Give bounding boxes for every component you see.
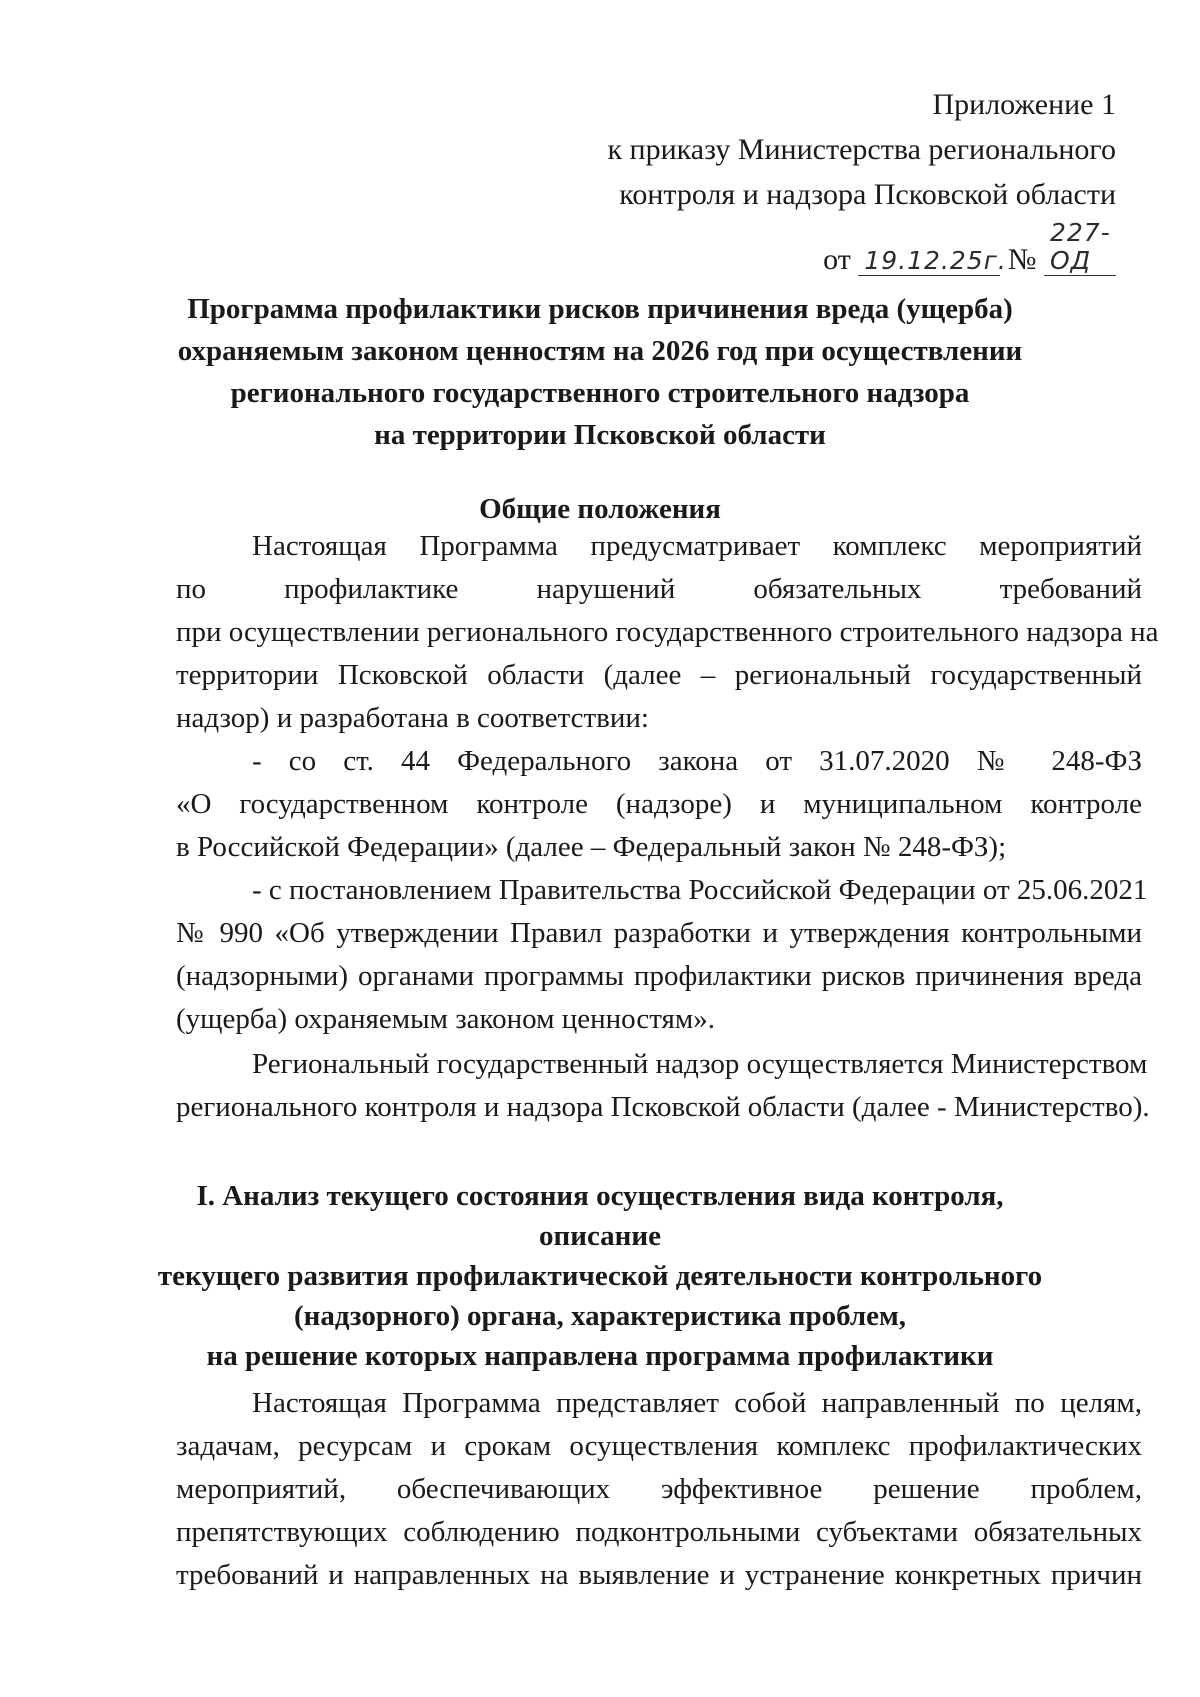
general-paragraph-3 bbox=[176, 869, 1148, 1041]
text-line: Настоящая Программа представляет собой направленный по целям, bbox=[252, 1387, 1142, 1419]
text-line: по профилактике нарушений обязательных требований bbox=[176, 573, 1142, 605]
text-line: в Российской Федерации» (далее – Федеральный закон № 248-ФЗ); bbox=[176, 831, 1007, 863]
text-line: № 990 «Об утверждении Правил разработки и утверждения контрольными bbox=[176, 917, 1142, 949]
title-line: охраняемым законом ценностям на 2026 год при осуществлении bbox=[177, 335, 1023, 367]
heading-line: на решение которых направлена программа профилактики bbox=[206, 1340, 994, 1372]
text-line: Региональный государственный надзор осуществляется Министерством bbox=[252, 1048, 1148, 1080]
title-line: регионального государственного строительного надзора bbox=[230, 377, 970, 409]
annex-order-ref: к приказу Министерства регионального bbox=[607, 133, 1116, 166]
text-line: «О государственном контроле (надзоре) и муниципальном контроле bbox=[176, 788, 1142, 820]
text-line: территории Псковской области (далее – региональный государственный bbox=[176, 659, 1142, 691]
title-line: на территории Псковской области bbox=[374, 419, 826, 451]
text-line: (надзорными) органами программы профилактики рисков причинения вреда bbox=[176, 960, 1142, 992]
heading-text: Общие положения bbox=[479, 493, 721, 525]
title-line: Программа профилактики рисков причинения вреда (ущерба) bbox=[187, 293, 1013, 325]
text-line: требований и направленных на выявление и устранение конкретных причин bbox=[176, 1559, 1142, 1591]
text-line: задачам, ресурсам и срокам осуществления комплекс профилактических bbox=[176, 1430, 1142, 1462]
text-line: препятствующих соблюдению подконтрольными субъектами обязательных bbox=[176, 1516, 1142, 1548]
section-1-heading bbox=[150, 1176, 1050, 1376]
section-1-paragraph-1 bbox=[176, 1382, 1142, 1597]
number-sign: № bbox=[1007, 243, 1037, 276]
text-line: регионального контроля и надзора Псковской области (далее - Министерство). bbox=[176, 1091, 1150, 1123]
date-prefix: от bbox=[823, 243, 851, 276]
heading-line: текущего развития профилактической деятельности контрольного bbox=[157, 1260, 1043, 1292]
general-paragraph-1 bbox=[176, 525, 1159, 740]
handwritten-number: 227-ОД bbox=[1044, 219, 1116, 276]
text-line: мероприятий, обеспечивающих эффективное решение проблем, bbox=[176, 1473, 1142, 1505]
text-line: при осуществлении регионального государственного строительного надзора на bbox=[176, 616, 1159, 648]
handwritten-date: 19.12.25г. bbox=[858, 247, 1000, 276]
annex-block bbox=[516, 82, 1116, 282]
document-title bbox=[150, 288, 1050, 456]
heading-line: I. Анализ текущего состояния осуществления вида контроля, описание bbox=[196, 1180, 1004, 1252]
text-line: - с постановлением Правительства Российской Федерации от 25.06.2021 bbox=[252, 874, 1148, 906]
text-line: Настоящая Программа предусматривает комплекс мероприятий bbox=[252, 530, 1142, 562]
annex-ministry: контроля и надзора Псковской области bbox=[619, 178, 1116, 211]
text-line: - со ст. 44 Федерального закона от 31.07.2020 № 248-ФЗ bbox=[252, 745, 1142, 777]
heading-line: (надзорного) органа, характеристика проблем, bbox=[293, 1300, 907, 1332]
general-heading bbox=[150, 489, 1050, 529]
text-line: надзор) и разработана в соответствии: bbox=[176, 702, 649, 734]
annex-title: Приложение 1 bbox=[932, 88, 1116, 121]
text-line: (ущерба) охраняемым законом ценностям». bbox=[176, 1003, 715, 1035]
general-paragraph-2 bbox=[176, 740, 1142, 869]
general-paragraph-4 bbox=[176, 1043, 1150, 1129]
annex-date-line bbox=[516, 219, 1116, 282]
